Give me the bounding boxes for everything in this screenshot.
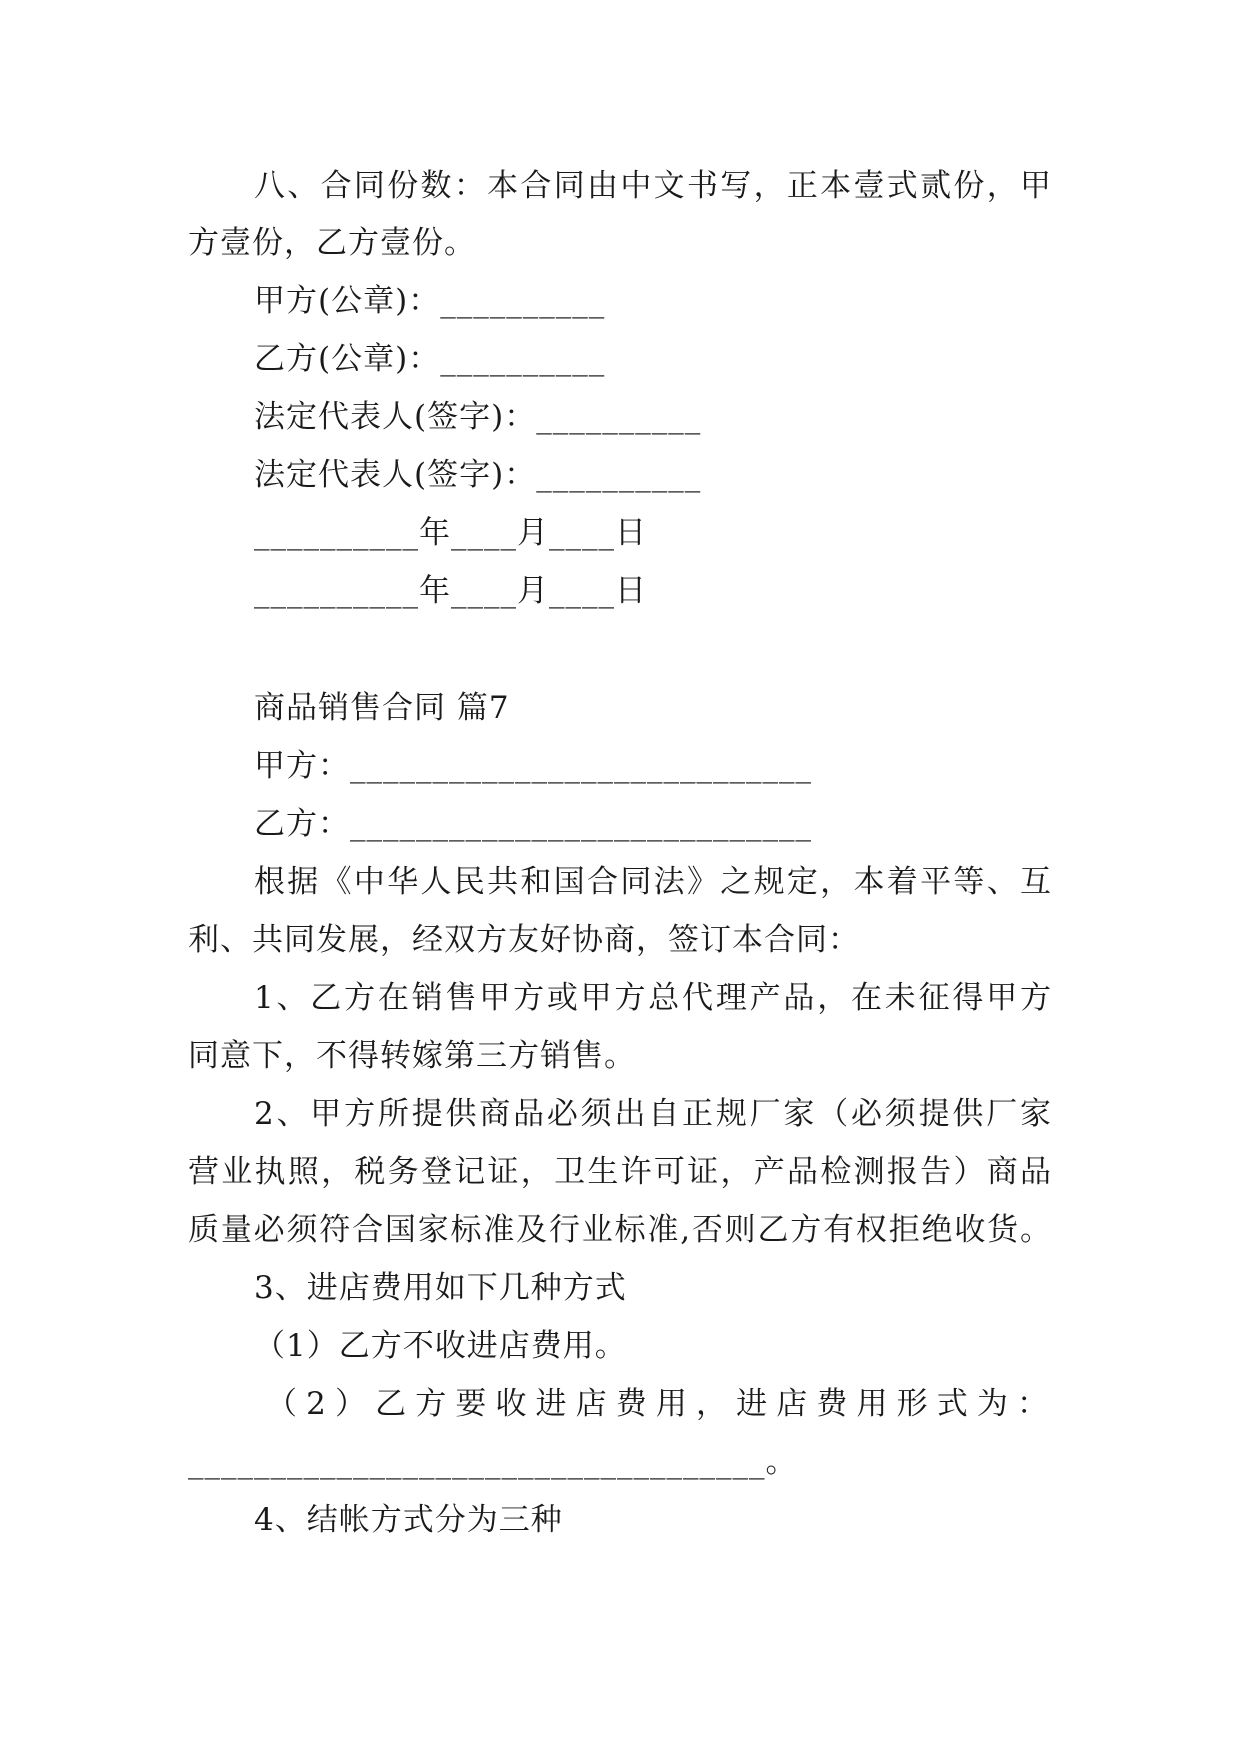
text-line: 营业执照，税务登记证，卫生许可证，产品检测报告）商品 [188, 1154, 1052, 1190]
text-line: 同意下，不得转嫁第三方销售。 [188, 1038, 636, 1074]
text-line: 利、共同发展，经双方友好协商，签订本合同： [188, 922, 860, 958]
party-a-line: 甲方：____________________________ [254, 748, 812, 784]
signature-line-party-b-seal: 乙方(公章)：__________ [254, 341, 606, 377]
text-line: 方壹份，乙方壹份。 [188, 225, 476, 261]
text-line: 1、乙方在销售甲方或甲方总代理产品，在未征得甲方 [254, 980, 1052, 1016]
date-line: __________年____月____日 [254, 573, 647, 609]
party-b-line: 乙方：____________________________ [254, 806, 812, 842]
date-line: __________年____月____日 [254, 515, 647, 551]
list-item: （2）乙方要收进店费用，进店费用形式为： [266, 1386, 1052, 1422]
section-heading: 商品销售合同 篇7 [254, 690, 510, 726]
text-line: ___________________________________。 [188, 1444, 798, 1480]
text-line: 3、进店费用如下几种方式 [254, 1270, 627, 1306]
text-line: 根据《中华人民共和国合同法》之规定，本着平等、互 [254, 864, 1052, 900]
text-line: 质量必须符合国家标准及行业标准,否则乙方有权拒绝收货。 [188, 1212, 1052, 1248]
list-item: （1）乙方不收进店费用。 [254, 1328, 627, 1364]
signature-line-legal-rep-b: 法定代表人(签字)：__________ [254, 457, 702, 493]
text-line: 八、合同份数：本合同由中文书写，正本壹式贰份，甲 [254, 168, 1052, 204]
text-line: 4、结帐方式分为三种 [254, 1502, 563, 1538]
signature-line-legal-rep-a: 法定代表人(签字)：__________ [254, 399, 702, 435]
signature-line-party-a-seal: 甲方(公章)：__________ [254, 283, 606, 319]
text-line: 2、甲方所提供商品必须出自正规厂家（必须提供厂家 [254, 1096, 1052, 1132]
